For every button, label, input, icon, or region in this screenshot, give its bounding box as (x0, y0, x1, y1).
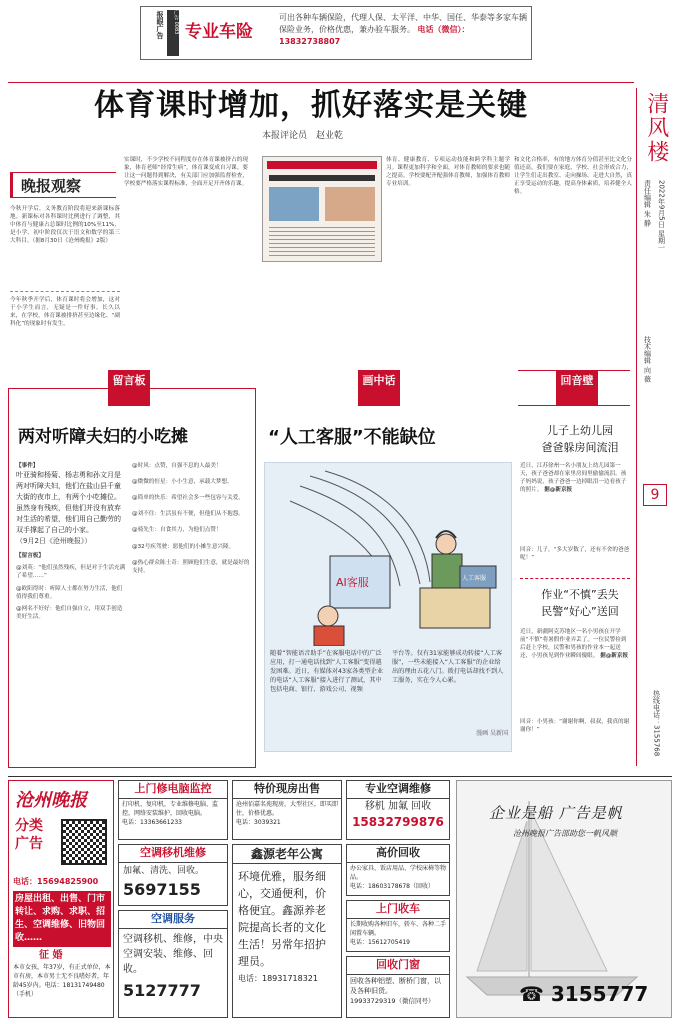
ad-ac-repair-phone: 15832799876 (352, 815, 444, 830)
classified-zheng: 本市女孩，年37岁，有正式单位，本市有房，本市男士无不良嗜好者，年龄45岁内。电话：18131749480（手机） (13, 964, 111, 998)
notice-msgs-right (132, 462, 250, 575)
sidebar-tech-editor: 技术编辑 向 薇 (643, 336, 652, 383)
drawing-credit: 漫画 吴新国 (476, 730, 508, 737)
echo-story1-subtitle: 爸爸躲房间流泪 (541, 441, 619, 454)
echo-story2-title: 作业“不慎”丢失 (541, 588, 619, 601)
ad-ac-service-title: 空调服务 (119, 911, 227, 929)
ad-recycling-phone: 电话：18603178678（回收） (350, 882, 434, 890)
observe-lead-divider (10, 291, 120, 292)
ad-car-buy-title: 上门收车 (347, 901, 449, 919)
cartoon (270, 466, 506, 646)
ad-ac-move-phone: 5697155 (123, 879, 201, 899)
brand-phone-wrap (519, 981, 669, 1008)
ad-nursing-home-body: 环境优雅，服务细心，交通便利，价格便宜。鑫源养老院提高长者的文化生活！另常年招护理员。 (238, 870, 326, 969)
echo-story2-text: 近日，新疆阿克苏地区一名小男孩在开学前“不慎”将暑假作业弄丢了。一位民警捡到后赶上学校，民警和男孩的作业本一起送还，小男孩见到作业瞬间傻眼。 据@新京报 (520, 629, 629, 660)
notice-msg-label: 【留言板】 (16, 553, 44, 560)
ad-ac-service-phone: 5127777 (123, 980, 201, 1000)
classified-label: 分类广告 (15, 818, 43, 852)
ad-nursing-home-title: 鑫源老年公寓 (233, 845, 341, 864)
ad-ac-move-title: 空调移机维修 (119, 845, 227, 863)
observe-col-4: 和文化合格率，有的地方体育分值甚至比文化分值还高。我们要在家庭、学校、社会形成合力，让学生们走出教室、走向操场、走进大自然，真正享受运动的乐趣，提高身体素质，培养健全人格。 (514, 157, 632, 196)
echo-story1-reply: 回音：儿子，“多大岁数了，还有不舍的爸爸呢！” (520, 547, 630, 562)
sidebar-editor: 责任编辑 朱 静 (643, 180, 652, 227)
echo-story1-text: 近日，江苏徐州一名小朋友上幼儿园第一天，孩子爸爸却在家里房间里偷偷流泪。孩子妈妈说，孩子爸爸一边掉眼泪一边看孩子的照片。 据@新京报 (520, 463, 627, 494)
ad-house-sale (232, 780, 342, 840)
bottom-rule (8, 776, 672, 777)
observe-logo-text: 晚报观察 (21, 177, 82, 195)
brand-phone: 3155777 (550, 982, 649, 1006)
notice-msg-6: @简单的快乐：希望社会多一些包容与关爱。 (132, 495, 244, 502)
brand-slogan: 企业是船 广告是帆 (489, 804, 623, 822)
top-ad-title: 专业车险 (185, 22, 253, 42)
echo-divider (520, 578, 630, 579)
headline-rule (8, 82, 634, 83)
echo-tag: 回音壁 (556, 370, 598, 406)
ad-ac-repair-title: 专业空调维修 (347, 781, 449, 799)
classified-logo: 沧州晚报 (15, 790, 87, 811)
ad-computer-repair-body: 打印机、复印机，专业维修电脑、监控，网络安装维护，回收电脑。 (122, 800, 219, 817)
ad-computer-repair (118, 780, 228, 840)
ad-ac-move (118, 844, 228, 906)
observe-col-1: 今年秋季开学后，体育课时将会增加，这对于小学生而言，无疑是一件好事。长久以来，在学校，体育课被排挤甚至边缘化、“副科化”的现象时有发生。 (10, 297, 120, 328)
notice-event (16, 462, 126, 621)
notice-msg-1: @刘英：“他们虽然残疾，但是对于生活充满了希望……” (16, 565, 126, 580)
thumb-text (269, 227, 375, 257)
ad-ac-move-body: 加氟、清洗、回收。 (123, 865, 205, 876)
notice-msg-8: @骑先生：自食其力，为他们点赞！ (132, 527, 222, 534)
thumb-header (267, 161, 377, 169)
drawing-tag: 画中话 (358, 370, 400, 406)
ad-windows-recycle (346, 956, 450, 1018)
ad-recycling-title: 高价回收 (347, 845, 449, 863)
classified-house: 房屋出租、出售、门市转让、求购、求职、招生、空调维修、旧物回收…… (13, 891, 111, 947)
top-ad-text: 可出各种车辆保险，代理人保、太平洋、中华、国任、华泰等多家车辆保险业务，价格优惠，兼办验车服务。 电话（微信）：13832738807 (279, 13, 527, 46)
notice-msg-9: @32号疾驾驶：愿他们的小摊生意兴隆。 (132, 543, 235, 550)
sidebar (636, 88, 672, 766)
sidebar-date: 2022年9月5日 星期一 (657, 180, 666, 251)
top-ad-tag: 报眼广告 (156, 11, 164, 39)
echo-story1-title: 儿子上幼儿园 (547, 424, 613, 437)
ad-nursing-home-phone: 电话：18931718321 (238, 974, 318, 984)
notice-tag: 留言板 (108, 370, 150, 406)
ad-windows-recycle-phone: 19933729319（微信同号） (350, 996, 435, 1005)
drawing-title: “人工客服”不能缺位 (268, 427, 436, 448)
observe-logo (10, 172, 116, 198)
notice-event-label: 【事件】 (16, 463, 39, 469)
notice-msg-3: @网名不好好：他们自强自立，用双手创造美好生活。 (16, 605, 123, 620)
notice-event-source: （9月2日《沧州晚报》） (16, 537, 92, 546)
ad-car-buy (346, 900, 450, 952)
ad-recycling (346, 844, 450, 896)
phone-icon: ☎ (519, 982, 544, 1006)
sidebar-column-name: 清风楼 (643, 92, 669, 164)
ad-computer-repair-phone: 电话：13363661233 (122, 818, 182, 826)
notice-title: 两对听障夫妇的小吃摊 (18, 427, 188, 447)
ad-house-sale-title: 特价现房出售 (233, 781, 341, 799)
byline: 本报评论员 赵业乾 (262, 131, 344, 141)
top-ad-no: 广告 0083 (167, 10, 179, 56)
ad-ac-repair-body: 移机 加氟 回收 (364, 800, 432, 812)
notice-msg-5: @微微的恒星：小小生意，承载大梦想。 (132, 479, 233, 486)
observe-lead: 今秋开学后，义务教育阶段将迎来新课标落地。新课标对各科课时比例进行了调整，其中体育与健康占总课时比例的10%至11%，是小学、初中阶段仅次于语文和数学的第三大科目。（据8月30日《沧州晚报》2版） (10, 206, 120, 245)
newspaper-thumbnail (262, 156, 382, 262)
notice-msg-10: @热心群众陈士奇：照顾他们生意，就是最好的支持。 (132, 559, 250, 574)
classified-phone: 电话：15694825900 (13, 877, 99, 886)
ad-ac-service (118, 910, 228, 1018)
ad-recycling-body: 办公家具、饭店用品、学校床椅等物品。 (350, 864, 447, 881)
observe-col-2: 实课时，不少学校不同程度存在体育课被挤占的现象，体育老师“经常生病”，体育课变成自习课。要让这一问题得到解决，有关部门应加强监督检查，学校要严格落实课程标准，全面开足开齐体育课。 (124, 157, 248, 188)
brand-ad (456, 780, 672, 1018)
ad-car-buy-phone: 电话：15612705419 (350, 938, 410, 946)
thumb-photo (269, 187, 319, 221)
cartoon-ai-label: AI客服 (336, 576, 369, 589)
observe-col-3: 体育、健康教育、专项运动技能和跨学科主题学习。课程更加科学和全面，对体育教师的要求也随之提高。学校要配齐配强体育教师，加强体育教师专业培训。 (386, 157, 510, 188)
ad-computer-repair-title: 上门修电脑监控 (119, 781, 227, 799)
top-ad (140, 6, 532, 60)
classified-zheng-label: 征 婚 (39, 950, 63, 961)
notice-msg-7: @刘不住：生活虽有不便，但他们从不抱怨。 (132, 511, 244, 518)
echo-story2-reply: 回音：小男孩：“谢谢你啊，叔叔，我真的谢谢你！” (520, 719, 630, 734)
ad-windows-recycle-title: 回收门窗 (347, 957, 449, 975)
ad-ac-service-body: 空调移机、维修，中央空调安装、维修、回收。 (123, 933, 223, 975)
ad-nursing-home (232, 844, 342, 1018)
thumb-headline (269, 175, 375, 181)
ad-ac-repair (346, 780, 450, 840)
echo-story2-subtitle: 民警“好心”送回 (541, 605, 619, 618)
classified-header (8, 780, 114, 1018)
drawing-text-right: 平台等。仅有31家能够成功转接“人工客服”，一些未能接入“人工客服”的企业给出的理由五花八门。拨打电话却找不到人工服务，实在令人心累。 (392, 650, 504, 684)
cartoon-human-label: 人工客服 (462, 575, 487, 582)
ad-car-buy-body: 长期收购各种旧车，轿车、各种二手闲置车辆。 (350, 920, 447, 937)
sidebar-hotline: 热线电话：3155768 (652, 690, 661, 757)
headline: 体育课时增加，抓好落实是关键 (94, 88, 528, 123)
page-number: 9 (643, 484, 667, 506)
thumb-photo-2 (325, 187, 375, 221)
qr-code (61, 819, 107, 865)
drawing-text-left: 随着“智能语音助手”在客服电话中的广泛应用，打一通电话找到“人工客服”变得越发困难。近日，有媒体对43家各类型企业的电话“人工客服”接入进行了测试，其中包括电商、银行、游戏公司、视频 (270, 650, 384, 693)
notice-msg-4: @时风：点赞，自强不息的人最美！ (132, 463, 222, 469)
notice-event-text: 叶亚骑和杨菊、杨志勇和孙文月是两对听障夫妇，他们在盐山县千童大街的夜市上，有两个小吃摊位。虽然身有残疾，但他们并没有放弃对生活的希望，他们用自己勤劳的双手撑起了自己的小家。 (16, 471, 121, 535)
ad-house-sale-body: 沧州佰嘉名苑现房，大型社区，即买即住，价格优惠。 (236, 800, 339, 817)
notice-msg-2: @欧阳得时：听障人士都在努力生活，他们值得我们尊重。 (16, 585, 123, 600)
ad-house-sale-phone: 电话：3039321 (236, 818, 281, 826)
brand-sub: 沧州晚报广告部助您一帆风顺 (513, 829, 617, 838)
ad-windows-recycle-body: 回收各种铝塑、断桥门窗，以及各种旧货。 (350, 976, 441, 995)
